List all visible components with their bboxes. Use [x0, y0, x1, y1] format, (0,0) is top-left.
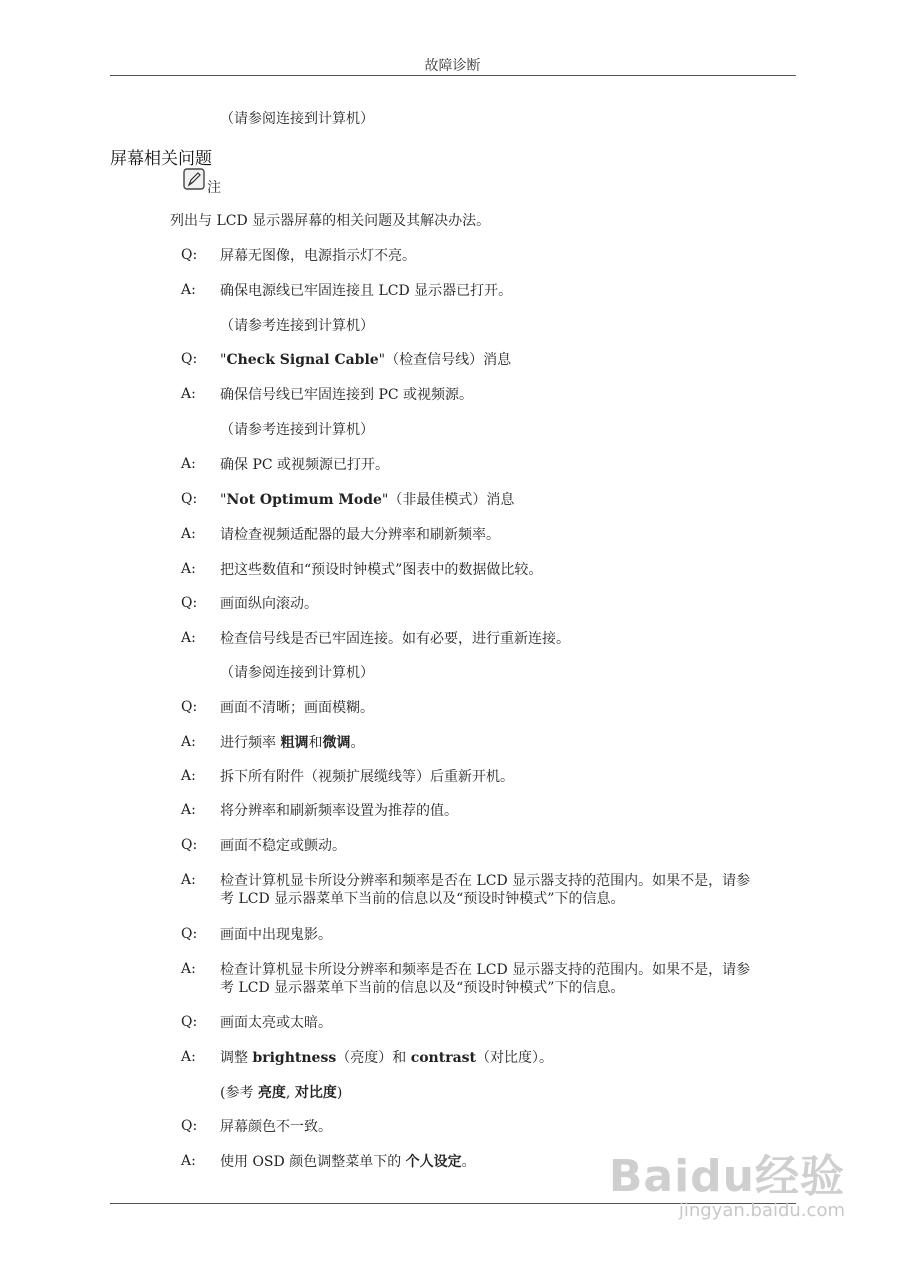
answer-text — [220, 1153, 476, 1171]
question-text — [220, 247, 416, 265]
answer-text — [220, 386, 473, 404]
text-run: 画面不清晰；画面模糊。 — [220, 700, 374, 716]
question-label: Q: — [181, 1118, 198, 1134]
question-label: Q: — [181, 595, 198, 611]
answer-label: A: — [181, 1153, 196, 1169]
text-run: 确保信号线已牢固连接到 PC 或视频源。 — [220, 387, 474, 403]
text-run: " — [220, 352, 227, 368]
answer-text — [220, 282, 512, 300]
text-run: " — [220, 492, 227, 508]
question-text — [220, 1014, 332, 1032]
answer-label: A: — [181, 768, 196, 784]
answer-text — [220, 734, 364, 752]
answer-label: A: — [181, 734, 196, 750]
text-run: 屏幕颜色不一致。 — [220, 1119, 332, 1135]
question-label: Q: — [181, 1014, 198, 1030]
text-run: 将分辨率和刷新频率设置为推荐的值。 — [220, 803, 458, 819]
text-run: 调整 — [220, 1050, 253, 1066]
text-run: 。 — [350, 735, 365, 751]
answer-label: A: — [181, 386, 196, 402]
text-run: ) — [336, 1085, 343, 1101]
watermark — [609, 1140, 845, 1221]
text-run: 屏幕无图像，电源指示灯不亮。 — [220, 248, 416, 264]
answer-text — [220, 630, 570, 648]
text-run: （亮度）和 — [336, 1050, 411, 1066]
text-run: 使用 OSD 颜色调整菜单下的 — [220, 1154, 406, 1170]
text-run: 画面纵向滚动。 — [220, 596, 318, 612]
text-run: 确保 PC 或视频源已打开。 — [220, 457, 390, 473]
text-run: (参考 — [220, 1085, 258, 1101]
bold-term: contrast — [410, 1050, 476, 1066]
answer-label: A: — [181, 872, 196, 888]
note-icon — [183, 168, 205, 190]
text-run: （请参考连接到计算机） — [220, 318, 374, 334]
text-run: 。 — [461, 1154, 476, 1170]
answer-text — [220, 961, 750, 997]
answer-label: A: — [181, 456, 196, 472]
answer-label: A: — [181, 561, 196, 577]
question-label: Q: — [181, 351, 198, 367]
text-run: 和 — [308, 735, 323, 751]
answer-line: 考 LCD 显示器菜单下当前的信息以及“预设时钟模式”下的信息。 — [220, 980, 625, 996]
text-run: 画面太亮或太暗。 — [220, 1015, 332, 1031]
text-run: （请参考连接到计算机） — [220, 422, 374, 438]
bold-term: 对比度 — [294, 1085, 337, 1101]
text-run: 检查信号线是否已牢固连接。如有必要，进行重新连接。 — [220, 631, 570, 647]
bold-term: Not Optimum Mode — [226, 492, 382, 508]
question-text — [220, 699, 374, 717]
text-run: 画面不稳定或颤动。 — [220, 838, 346, 854]
question-label: Q: — [181, 926, 198, 942]
reference-text — [220, 421, 374, 439]
text-run: , — [285, 1085, 295, 1101]
question-label: Q: — [181, 491, 198, 507]
question-label: Q: — [181, 699, 198, 715]
answer-text — [220, 802, 458, 820]
text-run: （对比度）。 — [476, 1050, 553, 1066]
text-run: 拆下所有附件（视频扩展缆线等）后重新开机。 — [220, 769, 514, 785]
note-label: 注 — [207, 180, 221, 196]
question-text — [220, 926, 332, 944]
text-run: "（非最佳模式）消息 — [381, 492, 515, 508]
section-title: 屏幕相关问题 — [110, 149, 212, 169]
answer-label: A: — [181, 526, 196, 542]
bold-term: Check Signal Cable — [226, 352, 379, 368]
text-run: 进行频率 — [220, 735, 281, 751]
answer-line: 考 LCD 显示器菜单下当前的信息以及“预设时钟模式”下的信息。 — [220, 891, 625, 907]
reference-text — [220, 664, 374, 682]
question-text — [220, 837, 346, 855]
header-divider — [110, 75, 796, 76]
reference-text — [220, 317, 374, 335]
bold-term: brightness — [252, 1050, 337, 1066]
reference-text — [220, 1084, 342, 1102]
question-label: Q: — [181, 837, 198, 853]
text-run: （请参阅连接到计算机） — [220, 665, 374, 681]
text-run: "（检查信号线）消息 — [378, 352, 512, 368]
section-description: 列出与 LCD 显示器屏幕的相关问题及其解决办法。 — [170, 213, 491, 229]
bold-term: 个人设定 — [405, 1154, 462, 1170]
question-label: Q: — [181, 247, 198, 263]
answer-text — [220, 456, 389, 474]
bold-term: 亮度 — [257, 1085, 286, 1101]
answer-text — [220, 768, 514, 786]
answer-text — [220, 526, 500, 544]
answer-text — [220, 872, 750, 908]
answer-label: A: — [181, 961, 196, 977]
answer-label: A: — [181, 630, 196, 646]
text-run: 把这些数值和“预设时钟模式”图表中的数据做比较。 — [220, 562, 543, 578]
answer-text — [220, 1049, 553, 1067]
question-text — [220, 491, 514, 509]
answer-label: A: — [181, 282, 196, 298]
page-header: 故障诊断 — [424, 58, 481, 74]
answer-text — [220, 561, 542, 579]
answer-line: 检查计算机显卡所设分辨率和频率是否在 LCD 显示器支持的范围内。如果不是，请参 — [220, 873, 751, 889]
question-text — [220, 351, 511, 369]
answer-line: 检查计算机显卡所设分辨率和频率是否在 LCD 显示器支持的范围内。如果不是，请参 — [220, 962, 751, 978]
watermark-brand: Baidu经验 — [608, 1151, 845, 1202]
text-run: 画面中出现鬼影。 — [220, 927, 332, 943]
question-text — [220, 1118, 332, 1136]
text-run: 请检查视频适配器的最大分辨率和刷新频率。 — [220, 527, 500, 543]
answer-label: A: — [181, 802, 196, 818]
text-run: 确保电源线已牢固连接且 LCD 显示器已打开。 — [220, 283, 513, 299]
intro-reference: （请参阅连接到计算机） — [220, 111, 374, 127]
bold-term: 粗调 — [280, 735, 309, 751]
watermark-url: jingyan.baidu.com — [678, 1200, 845, 1221]
answer-label: A: — [181, 1049, 196, 1065]
bold-term: 微调 — [322, 735, 351, 751]
question-text — [220, 595, 318, 613]
